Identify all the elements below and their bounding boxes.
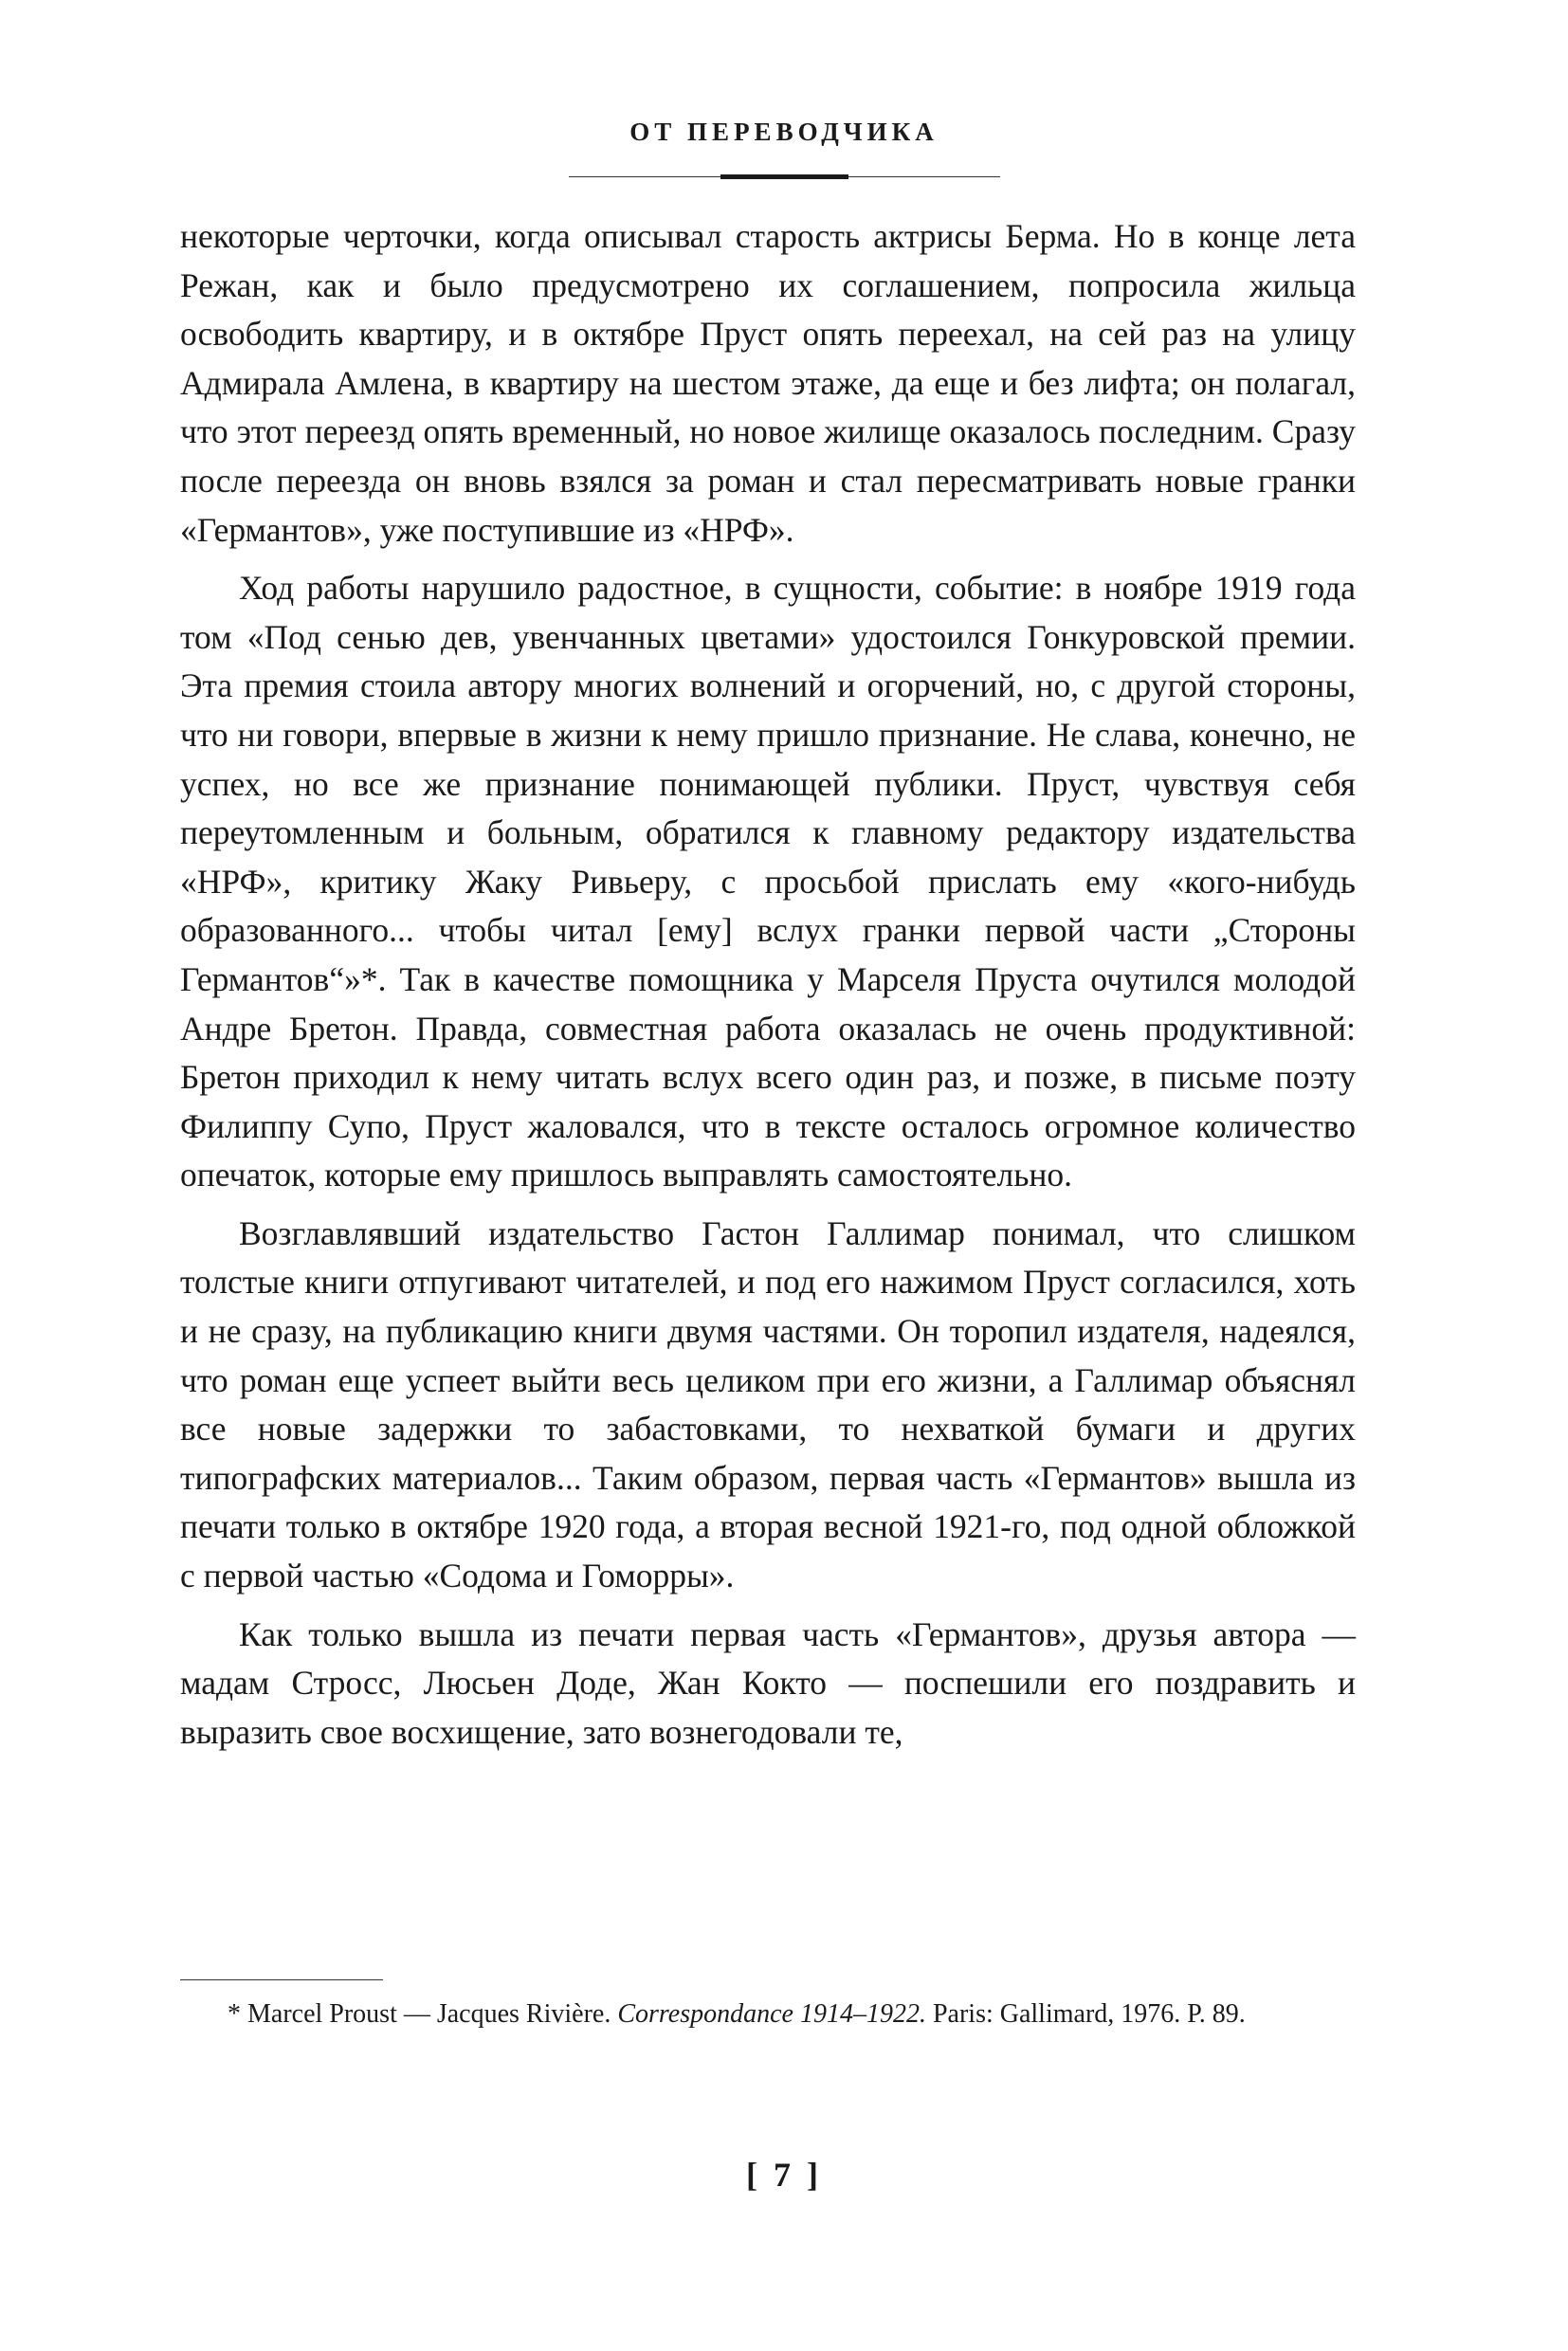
paragraph: Возглавлявший издательство Гастон Галлимар понимал, что слишком толстые книги отпугивают читателей, и под его нажимом Пруст согласился, хоть и не сразу, на публикацию книги двумя частями. Он торопил издателя, надеялся, что роман еще успеет выйти весь целиком при его жизни, а Галлимар объяснял все новые задержки то забастовками, то нехваткой бумаги и других типографских материалов... Таким образом, первая часть «Германтов» вышла из печати только в октябре 1920 года, а вторая весной 1921-го, под одной обложкой с первой частью «Содома и Гоморры». — [180, 1213, 1356, 1595]
body-text — [180, 212, 1356, 1757]
page-number: [ 7 ] — [746, 2156, 822, 2194]
footnote-publication: Paris: Gallimard, 1976. P. 89. — [925, 1999, 1246, 2029]
footnote — [180, 1996, 1356, 2033]
header-rule-ornament — [720, 174, 848, 179]
running-head: ОТ ПЕРЕВОДЧИКА — [629, 118, 939, 146]
footnote-rule — [180, 1979, 383, 1980]
footnote-authors: * Marcel Proust — Jacques Rivière. — [228, 1999, 618, 2029]
paragraph-continued: некоторые черточки, когда описывал старость актрисы Берма. Но в конце лета Режан, как и было предусмотрено их соглашением, попросила жильца освободить квартиру, и в октябре Пруст опять переехал, на сей раз на улицу Адмирала Амлена, в квартиру на шестом этаже, да еще и без лифта; он полагал, что этот переезд опять временный, но новое жилище оказалось последним. Сразу после переезда он вновь взялся за роман и стал пересматривать новые гранки «Германтов», уже поступившие из «НРФ». — [180, 217, 1356, 549]
paragraph: Ход работы нарушило радостное, в сущности, событие: в ноябре 1919 года том «Под сенью дев, увенчанных цветами» удостоился Гонкуровской премии. Эта премия стоила автору многих волнений и огорчений, но, с другой стороны, что ни говори, впервые в жизни к нему пришло признание. Не слава, конечно, не успех, но все же признание понимающей публики. Пруст, чувствуя себя переутомленным и больным, обратился к главному редактору издательства «НРФ», критику Жаку Ривьеру, с просьбой прислать ему «кого-нибудь образованного... чтобы читал [ему] вслух гранки первой части „Стороны Германтов“»*. Так в качестве помощника у Марселя Пруста очутился молодой Андре Бретон. Правда, совместная работа оказалась не очень продуктивной: Бретон приходил к нему читать вслух всего один раз, и позже, в письме поэту Филиппу Супо, Пруст жаловался, что в тексте осталось огромное количество опечаток, которые ему пришлось выправлять самостоятельно. — [180, 569, 1356, 1194]
paragraph: Как только вышла из печати первая часть «Германтов», друзья автора — мадам Стросс, Люсьен Доде, Жан Кокто — поспешили его поздравить и выразить свое восхищение, зато вознегодовали те, — [180, 1614, 1356, 1751]
footnote-title: Correspondance 1914–1922. — [617, 1999, 926, 2029]
